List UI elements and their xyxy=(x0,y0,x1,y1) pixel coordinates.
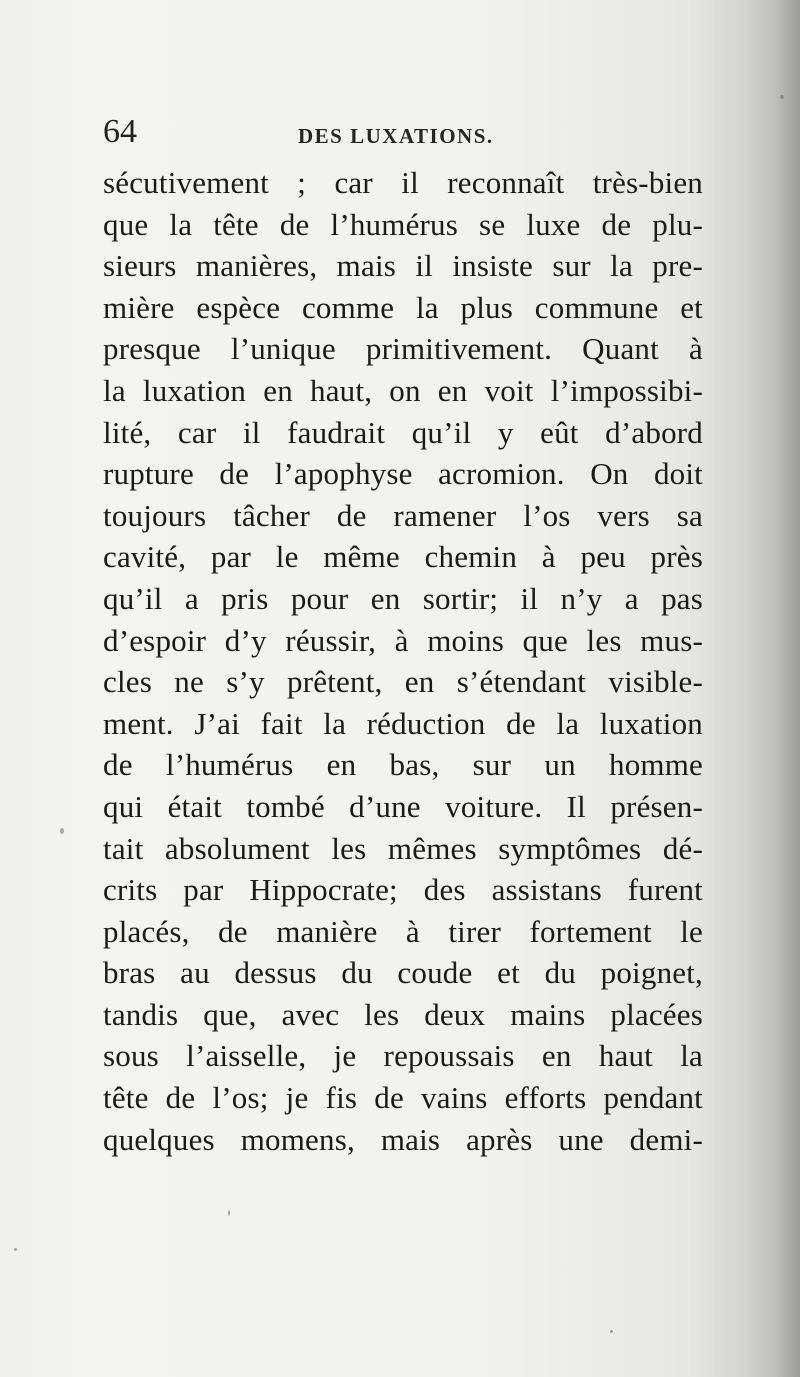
paper-speck xyxy=(610,1330,613,1333)
text-line: que la tête de l’humérus se luxe de plu- xyxy=(103,206,703,242)
page-number: 64 xyxy=(103,113,137,150)
text-line: tête de l’os; je fis de vains efforts pendant xyxy=(103,1080,703,1116)
text-line: sécutivement ; car il reconnaît très-bien xyxy=(103,165,703,200)
text-line: bras au dessus du coude et du poignet, xyxy=(103,955,703,991)
text-line: mière espèce comme la plus commune et xyxy=(103,289,703,325)
text-line: qu’il a pris pour en sortir; il n’y a pas xyxy=(103,580,703,616)
text-line: sous l’aisselle, je repoussais en haut la xyxy=(103,1038,703,1074)
text-line: toujours tâcher de ramener l’os vers sa xyxy=(103,497,703,533)
text-line: quelques momens, mais après une demi- xyxy=(103,1121,703,1157)
text-line: tait absolument les mêmes symptômes dé- xyxy=(103,830,703,866)
text-line: sieurs manières, mais il insiste sur la pre- xyxy=(103,248,703,284)
text-line: placés, de manière à tirer fortement le xyxy=(103,913,703,949)
paper-speck xyxy=(780,95,784,99)
text-line: presque l’unique primitivement. Quant à xyxy=(103,331,703,367)
text-line: lité, car il faudrait qu’il y eût d’abord xyxy=(103,414,703,450)
text-line: cavité, par le même chemin à peu près xyxy=(103,539,703,575)
page-header xyxy=(103,108,703,158)
text-line: crits par Hippocrate; des assistans furent xyxy=(103,872,703,908)
paper-speck xyxy=(60,828,64,834)
text-line: cles ne s’y prêtent, en s’étendant visible- xyxy=(103,664,703,700)
text-line: d’espoir d’y réussir, à moins que les mus- xyxy=(103,622,703,658)
running-title: DES LUXATIONS. xyxy=(298,124,494,148)
paper-speck xyxy=(14,1248,17,1251)
text-line: rupture de l’apophyse acromion. On doit xyxy=(103,456,703,492)
text-line: de l’humérus en bas, sur un homme xyxy=(103,747,703,783)
paper-speck xyxy=(228,1210,230,1216)
text-line: ment. J’ai fait la réduction de la luxation xyxy=(103,705,703,741)
text-line: qui était tombé d’une voiture. Il présen- xyxy=(103,788,703,824)
text-line: tandis que, avec les deux mains placées xyxy=(103,996,703,1032)
body-text xyxy=(103,162,703,1160)
text-line: la luxation en haut, on en voit l’impossibi- xyxy=(103,372,703,408)
